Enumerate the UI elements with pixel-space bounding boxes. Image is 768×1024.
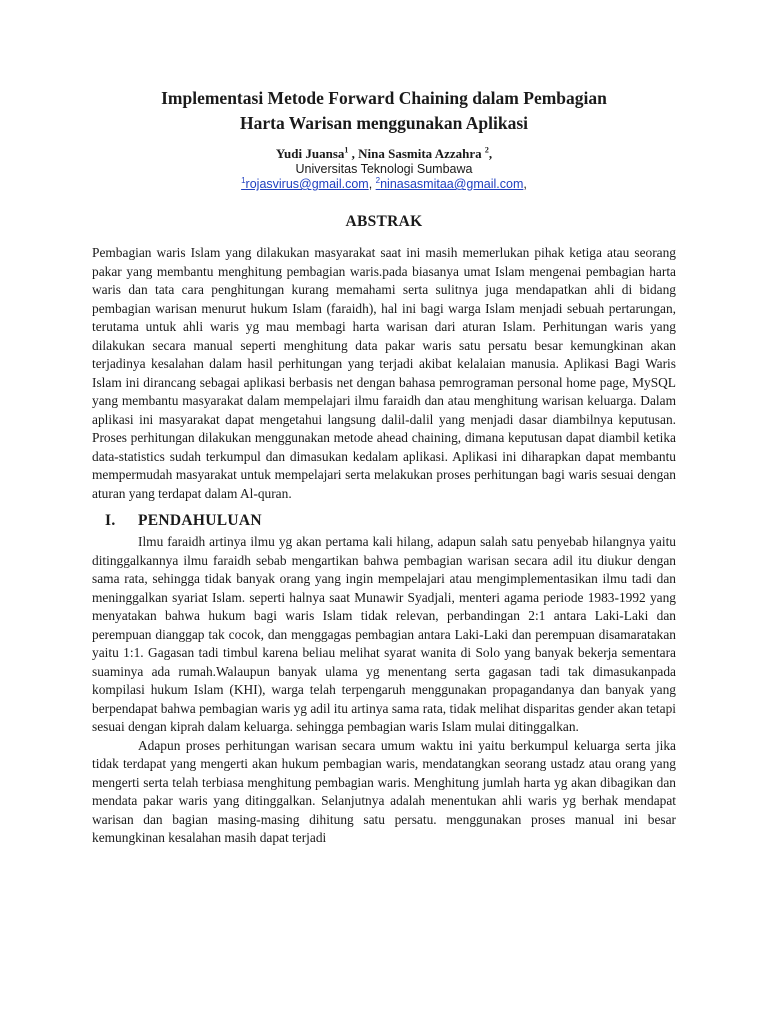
section-body-introduction: [92, 533, 676, 848]
section-number: I.: [105, 512, 116, 529]
email-1-text: rojasvirus@gmail.com: [245, 177, 369, 191]
title-line-1: Implementasi Metode Forward Chaining dalam Pembagian: [161, 88, 607, 108]
author-trail: ,: [488, 146, 493, 161]
email-link-1[interactable]: [241, 177, 369, 191]
paragraph-2: Adapun proses perhitungan warisan secara umum waktu ini yaitu berkumpul keluarga serta jika tidak terdapat yang mengerti akan hukum pembagian waris, mendatangkan seorang ustadz atau orang yang mengerti serta telah terbiasa menghitung pembagian waris. Menghitung jumlah harta yg akan dibagikan dan mendata pakar waris yang ditinggalkan. Selanjutnya adalah menentukan ahli waris yg berhak mendapat warisan dan bagian masing-masing dihitung satu persatu. menggunakan proses manual ini besar kemungkinan kesalahan masih dapat terjadi: [92, 737, 676, 845]
email-1-mark: 1: [241, 175, 246, 185]
abstract-heading: ABSTRAK: [345, 213, 423, 230]
author-separator: ,: [348, 146, 359, 161]
author-list: [92, 146, 676, 162]
paper-title: [92, 86, 676, 136]
author-2: Nina Sasmita Azzahra: [358, 146, 485, 161]
email-trail: ,: [523, 177, 527, 191]
email-2-mark: 2: [375, 175, 381, 185]
section-title: PENDAHULUAN: [138, 512, 262, 529]
author-1-affiliation-mark: 1: [344, 145, 349, 155]
paragraph-1: Ilmu faraidh artinya ilmu yg akan pertama kali hilang, adapun salah satu penyebab hilangnya yaitu ditinggalkannya ilmu faraidh sebab mengartikan bahwa pembagian warisan secara adil itu diukur dengan sama rata, sehingga tidak banyak orang yang ingin mempelajari atau mengimplementasikan ilmu tadi dan meninggalkan syariat Islam. seperti halnya saat Munawir Syadjali, menteri agama periode 1983-1992 yang menyatakan bahwa hukum bagi waris Islam tidak relevan, perbandingan 2:1 antara Laki-Laki dan perempuan dianggap tak cocok, dan menggagas pembagian antara Laki-Laki dan perempuan disamaratakan yaitu 1:1. Gagasan tadi timbul karena beliau melihat syarat wanita di Solo yang banyak bekerja sementara suaminya ada rumah.Walaupun banyak ulama yg menentang serta gagasan tadi tak dimasukanpada kompilasi hukum Islam (KHI), warga telah terpengaruh menggunakan propagandanya dan banyak yang berpendapat bahwa pembagian waris yg adil itu artinya sama rata, tidak melihat disparitas gender akan tetapi sesuai dengan kiprah dalam keluarga. sehingga pembagian waris Islam mulai ditinggalkan.: [92, 534, 676, 734]
section-heading-introduction: [92, 512, 676, 530]
author-2-affiliation-mark: 2: [484, 145, 489, 155]
email-list: [92, 177, 676, 192]
abstract-text: Pembagian waris Islam yang dilakukan masyarakat saat ini masih memerlukan pihak ketiga atau seorang pakar yang membantu menghitung pembagian waris.pada biasanya umat Islam mengenai pembagian harta waris dan tata cara penghitungan kurang memahami serta sulitnya juga mendapatkan ahli di bidang pembagian warisan menurut hukum Islam (faraidh), hal ini bagi warga Islam menjadi sebuah pertarungan, terutama untuk ahli waris yg mau membagi harta warisan dari aturan Islam. Perhitungan waris yang dilakukan secara manual seperti menghitung data pakar waris satu persatu besar kemungkinan akan terjadinya kesalahan dalam hasil perhitungan yang terjadi akibat kelalaian manusia. Aplikasi Bagi Waris Islam ini dirancang sebagai aplikasi berbasis net dengan bahasa pemrograman personal home page, MySQL yang membantu masyarakat dalam mempelajari ilmu faraidh dan atau menghitung warisan keluarga. Dalam aplikasi ini masyarakat dapat mengetahui langsung dalil-dalil yang menjadi dasar diambilnya keputusan. Proses perhitungan dilakukan menggunakan metode ahead chaining, dimana keputusan dapat diambil ketika data-statistics sudah terkumpul dan dimasukan kedalam aplikasi. Aplikasi ini diharapkan dapat membantu mempermudah masyarakat untuk mempelajari serta melakukan proses perhitungan bagi waris sesuai dengan aturan yang terdapat dalam Al-quran.: [92, 245, 676, 501]
email-2-text: ninasasmitaa@gmail.com: [380, 177, 524, 191]
email-link-2[interactable]: [375, 175, 527, 191]
author-1: Yudi Juansa: [275, 146, 345, 161]
title-line-2: Harta Warisan menggunakan Aplikasi: [239, 113, 528, 133]
email-separator: ,: [368, 177, 376, 191]
affiliation: Universitas Teknologi Sumbawa: [295, 162, 473, 176]
